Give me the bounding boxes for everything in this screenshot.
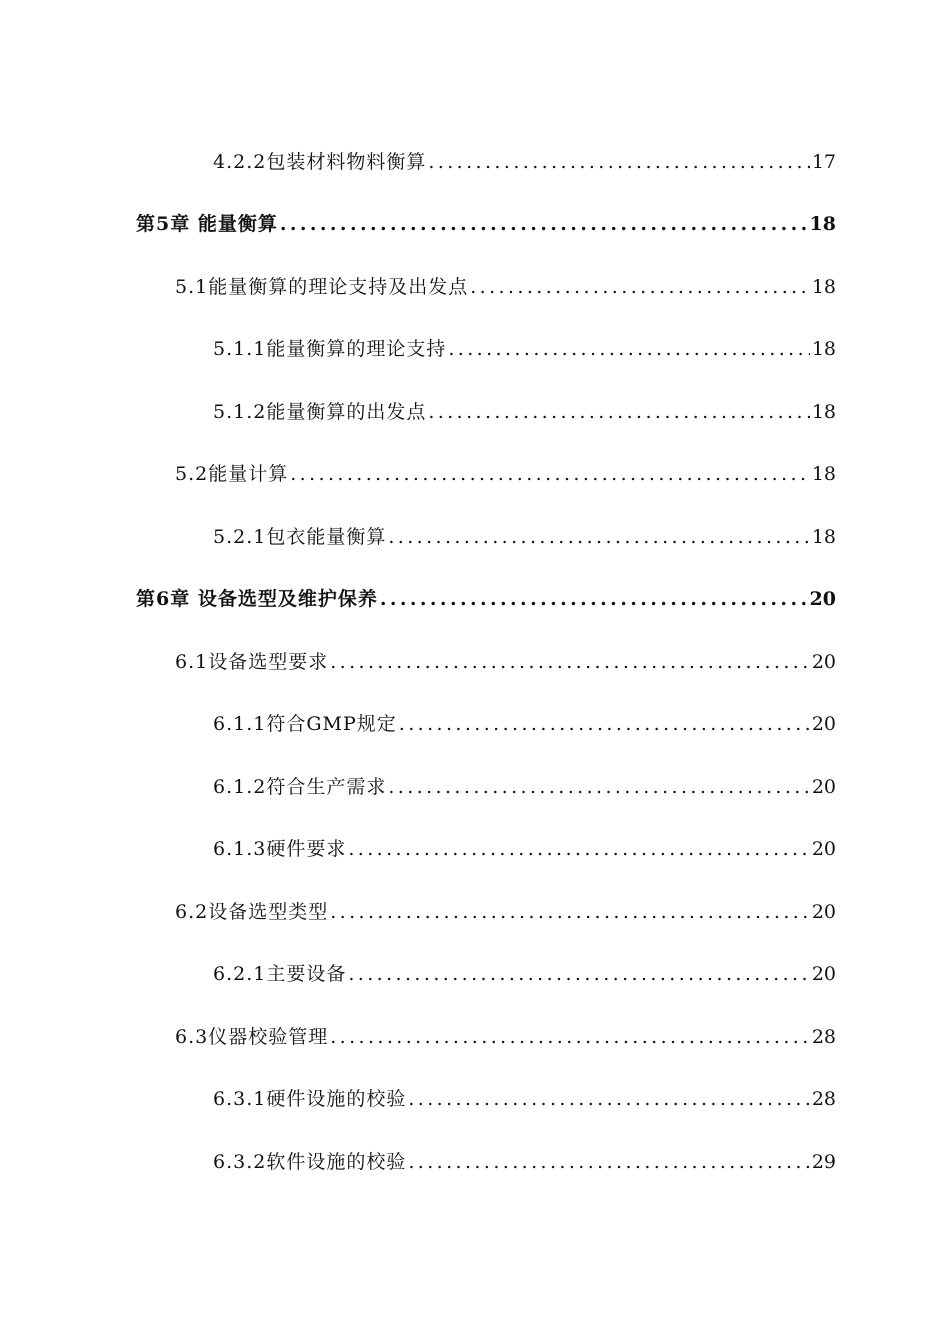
toc-page-number: 20 — [811, 963, 836, 985]
toc-page-number: 18 — [811, 338, 836, 360]
toc-entry-6-1[interactable] — [175, 649, 836, 675]
toc-entry-title: 第6章 设备选型及维护保养 — [136, 588, 378, 610]
toc-dot-leader — [428, 399, 809, 425]
toc-dot-leader — [330, 649, 810, 675]
toc-entry-title: 6.1设备选型要求 — [175, 651, 329, 673]
toc-page-number: 28 — [811, 1026, 836, 1048]
toc-dot-leader — [448, 336, 809, 362]
toc-entry-6-3-2[interactable] — [213, 1149, 836, 1175]
toc-dot-leader — [399, 711, 810, 737]
toc-page-number: 20 — [811, 776, 836, 798]
toc-dot-leader — [348, 836, 809, 862]
toc-entry-title: 6.2设备选型类型 — [175, 901, 329, 923]
toc-dot-leader — [380, 586, 808, 612]
toc-entry-title: 5.1能量衡算的理论支持及出发点 — [175, 276, 469, 298]
toc-entry-title: 6.1.2符合生产需求 — [213, 776, 387, 798]
toc-page-number: 18 — [809, 213, 836, 235]
toc-dot-leader — [470, 274, 810, 300]
toc-entry-5-1[interactable] — [175, 274, 836, 300]
toc-entry-title: 6.3.1硬件设施的校验 — [213, 1088, 407, 1110]
toc-entry-6-2[interactable] — [175, 899, 836, 925]
toc-page-number: 20 — [811, 713, 836, 735]
toc-dot-leader — [388, 524, 809, 550]
toc-entry-5-2[interactable] — [175, 461, 836, 487]
toc-dot-leader — [388, 774, 809, 800]
toc-page-number: 28 — [811, 1088, 836, 1110]
toc-entry-5-1-1[interactable] — [213, 336, 836, 362]
toc-entry-title: 5.1.1能量衡算的理论支持 — [213, 338, 447, 360]
toc-entry-5-2-1[interactable] — [213, 524, 836, 550]
toc-dot-leader — [330, 899, 810, 925]
toc-page-number: 17 — [811, 151, 836, 173]
toc-entry-5-1-2[interactable] — [213, 399, 836, 425]
toc-page-number: 18 — [811, 526, 836, 548]
toc-entry-title: 4.2.2包装材料物料衡算 — [213, 151, 427, 173]
toc-page-number: 20 — [811, 838, 836, 860]
toc-entry-6-3-1[interactable] — [213, 1086, 836, 1112]
toc-entry-6-3[interactable] — [175, 1024, 836, 1050]
toc-page-number: 18 — [811, 276, 836, 298]
toc-page-number: 20 — [811, 651, 836, 673]
toc-entry-6-2-1[interactable] — [213, 961, 836, 987]
toc-entry-6-1-2[interactable] — [213, 774, 836, 800]
toc-entry-title: 6.1.3硬件要求 — [213, 838, 347, 860]
toc-dot-leader — [348, 961, 809, 987]
toc-chapter-6[interactable] — [136, 586, 836, 612]
toc-dot-leader — [330, 1024, 810, 1050]
toc-entry-4-2-2[interactable] — [213, 149, 836, 175]
toc-entry-title: 6.3仪器校验管理 — [175, 1026, 329, 1048]
toc-entry-6-1-1[interactable] — [213, 711, 836, 737]
toc-dot-leader — [408, 1086, 809, 1112]
toc-page-number: 20 — [811, 901, 836, 923]
toc-dot-leader — [428, 149, 809, 175]
toc-chapter-5[interactable] — [136, 211, 836, 237]
toc-page-number: 18 — [811, 401, 836, 423]
toc-entry-title: 6.1.1符合GMP规定 — [213, 713, 397, 735]
toc-page-number: 20 — [809, 588, 836, 610]
toc-dot-leader — [408, 1149, 809, 1175]
toc-entry-title: 5.2.1包衣能量衡算 — [213, 526, 387, 548]
toc-entry-6-1-3[interactable] — [213, 836, 836, 862]
toc-page-number: 29 — [811, 1151, 836, 1173]
toc-entry-title: 6.2.1主要设备 — [213, 963, 347, 985]
toc-page-number: 18 — [811, 463, 836, 485]
toc-dot-leader — [290, 461, 810, 487]
toc-dot-leader — [280, 211, 808, 237]
toc-entry-title: 6.3.2软件设施的校验 — [213, 1151, 407, 1173]
toc-entry-title: 5.1.2能量衡算的出发点 — [213, 401, 427, 423]
toc-entry-title: 第5章 能量衡算 — [136, 213, 278, 235]
toc-entry-title: 5.2能量计算 — [175, 463, 289, 485]
